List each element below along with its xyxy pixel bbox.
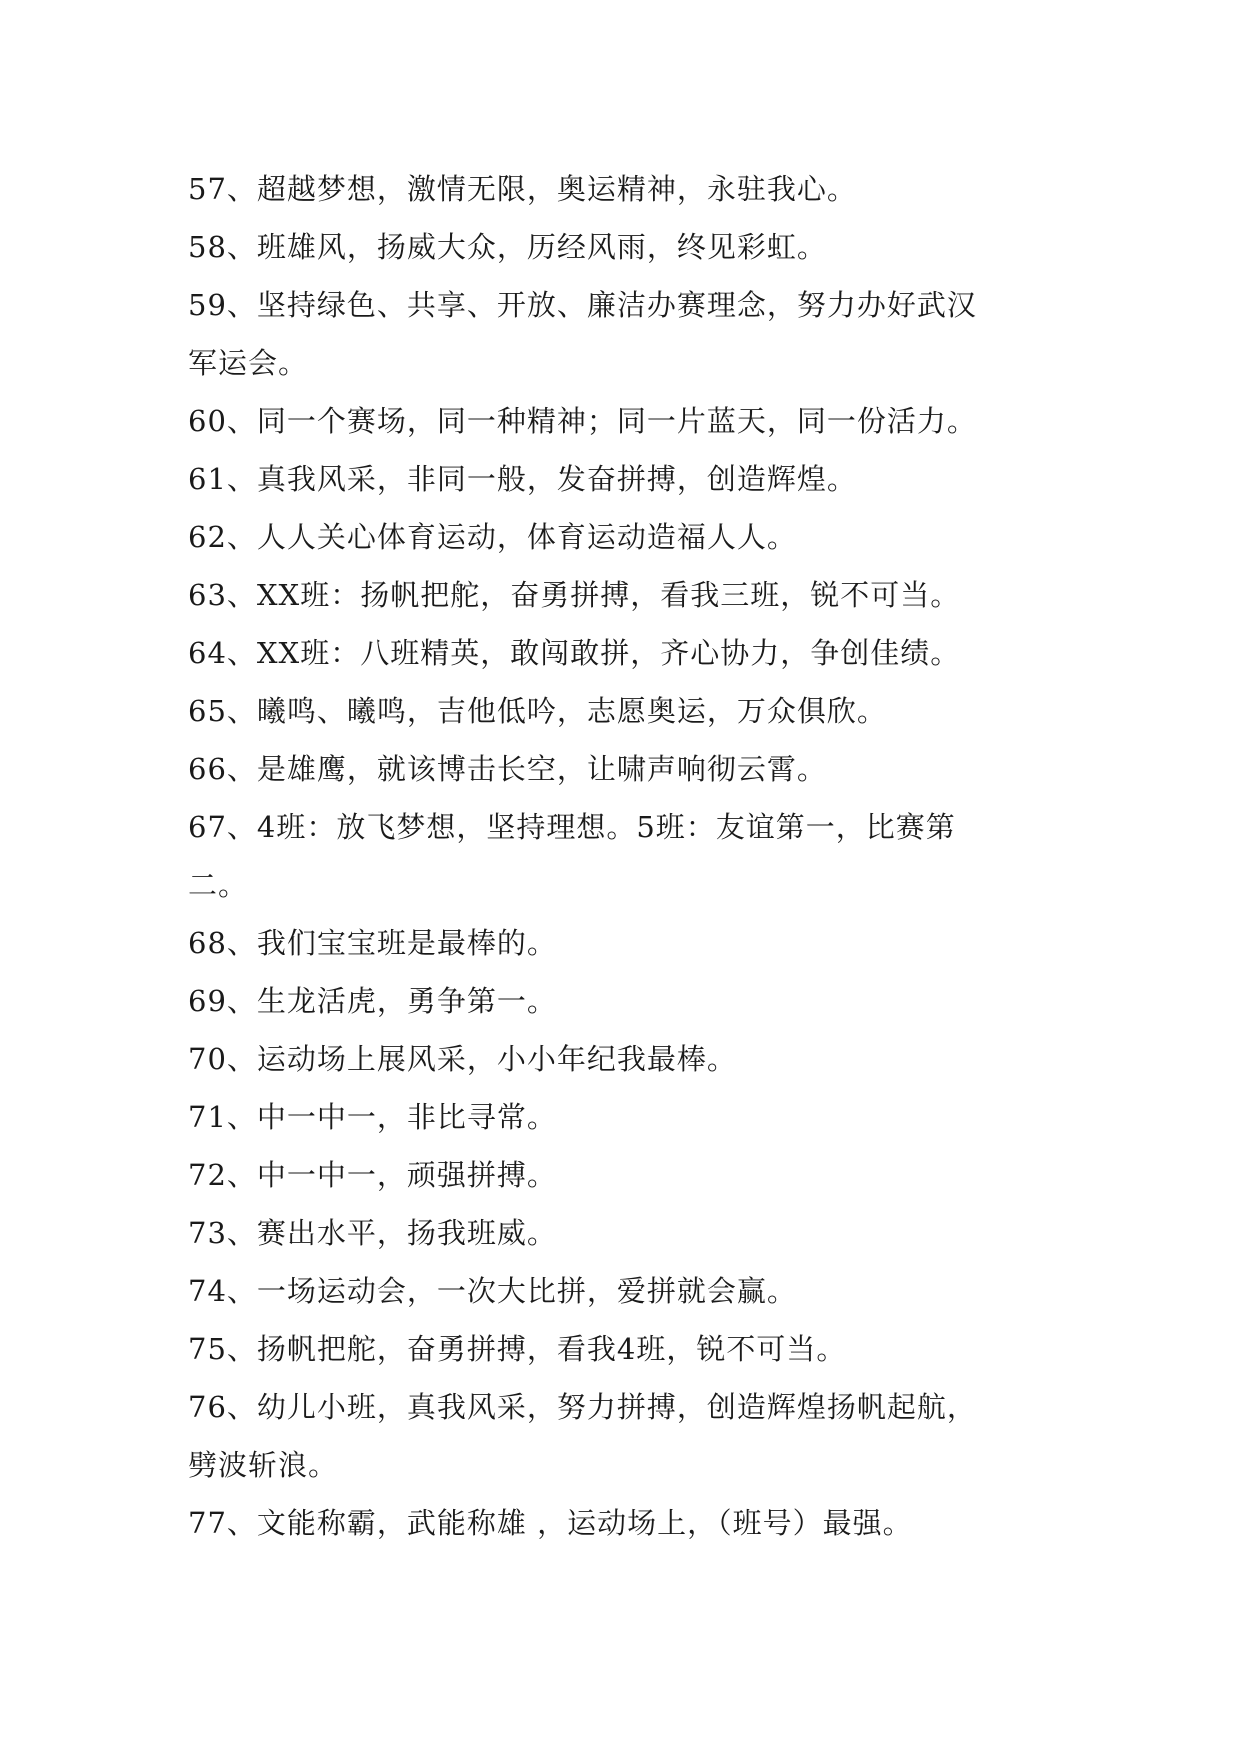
text-line: 二。	[188, 868, 249, 902]
text-line: 75、扬帆把舵，奋勇拼搏，看我4班，锐不可当。	[188, 1332, 847, 1366]
text-line: 77、文能称霸，武能称雄 ，运动场上，（班号）最强。	[188, 1506, 913, 1540]
text-line: 76、幼儿小班，真我风采，努力拼搏，创造辉煌扬帆起航，	[188, 1390, 977, 1424]
text-line: 劈波斩浪。	[188, 1448, 339, 1482]
text-line: 58、班雄风，扬威大众，历经风雨，终见彩虹。	[188, 230, 827, 264]
slogan-list	[188, 160, 1068, 1552]
text-line: 63、XX班：扬帆把舵，奋勇拼搏，看我三班，锐不可当。	[188, 578, 961, 612]
text-line: 62、人人关心体育运动，体育运动造福人人。	[188, 520, 797, 554]
text-line: 65、曦鸣、曦鸣，吉他低吟，志愿奥运，万众俱欣。	[188, 694, 887, 728]
text-line: 66、是雄鹰，就该博击长空，让啸声响彻云霄。	[188, 752, 827, 786]
text-line: 74、一场运动会，一次大比拼，爱拼就会赢。	[188, 1274, 797, 1308]
text-line: 64、XX班：八班精英，敢闯敢拼，齐心协力，争创佳绩。	[188, 636, 961, 670]
text-line: 69、生龙活虎，勇争第一。	[188, 984, 557, 1018]
text-line: 70、运动场上展风采，小小年纪我最棒。	[188, 1042, 737, 1076]
text-line: 72、中一中一，顽强拼搏。	[188, 1158, 557, 1192]
text-line: 57、超越梦想，激情无限，奥运精神，永驻我心。	[188, 172, 857, 206]
text-line: 60、同一个赛场，同一种精神；同一片蓝天，同一份活力。	[188, 404, 977, 438]
text-line: 68、我们宝宝班是最棒的。	[188, 926, 557, 960]
text-line: 59、坚持绿色、共享、开放、廉洁办赛理念，努力办好武汉	[188, 288, 977, 322]
text-line: 71、中一中一，非比寻常。	[188, 1100, 557, 1134]
text-line: 73、赛出水平，扬我班威。	[188, 1216, 557, 1250]
text-line: 61、真我风采，非同一般，发奋拼搏，创造辉煌。	[188, 462, 857, 496]
text-line: 军运会。	[188, 346, 309, 380]
text-line: 67、4班：放飞梦想，坚持理想。5班：友谊第一，比赛第	[188, 810, 956, 844]
